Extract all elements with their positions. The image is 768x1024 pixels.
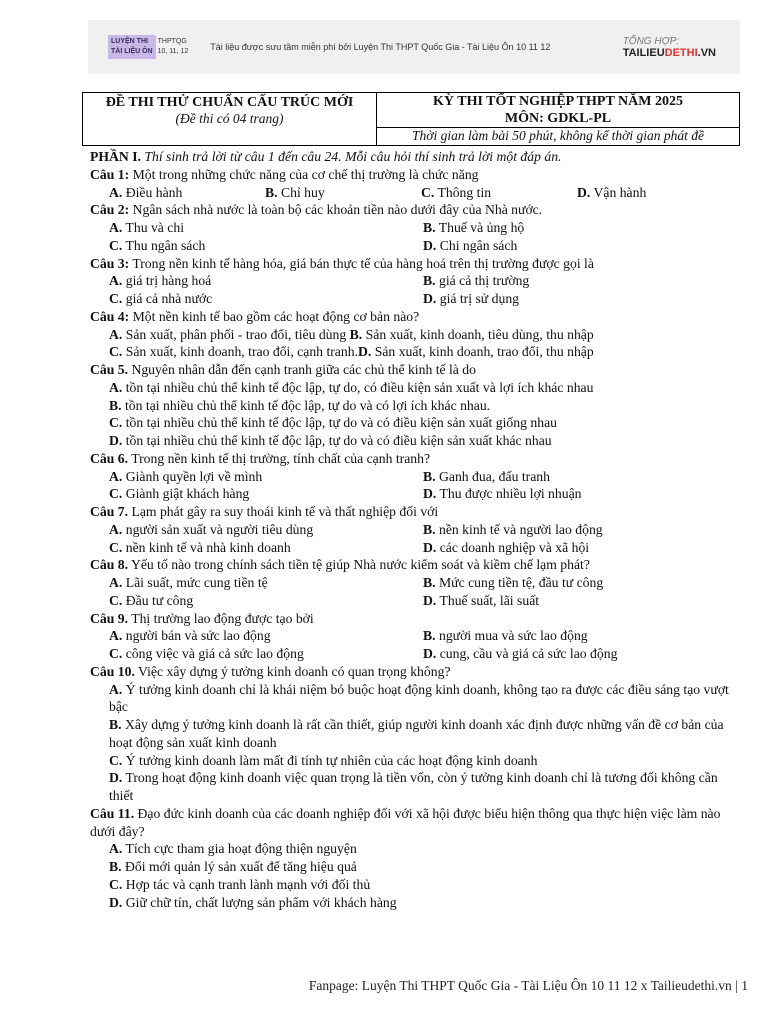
option-text: cung, cầu và giá cả sức lao động bbox=[436, 646, 618, 661]
option-text: giá trị sử dụng bbox=[436, 291, 520, 306]
option-text: Thuế và ủng hộ bbox=[435, 220, 525, 235]
logo-text-2: TÀI LIỆU ÔN bbox=[111, 48, 153, 55]
question-3: Câu 3: Trong nền kinh tế hàng hóa, giá bán thực tế của hàng hoá trên thị trường được gọi là A. giá trị hàng hoá B. giá cả thị trường C. giá cả nhà nước D. giá trị sử dụng bbox=[90, 255, 594, 306]
exam-header bbox=[82, 92, 740, 146]
option-text: tồn tại nhiều chủ thể kinh tế độc lập, tự do và có điều kiện sản xuất khác nhau bbox=[122, 433, 552, 448]
option-text: tồn tại nhiều chủ thể kinh tế độc lập, tự do và có điều kiện sản xuất giống nhau bbox=[122, 415, 557, 431]
time-note: Thời gian làm bài 50 phút, không kể thời gian phát đề bbox=[377, 127, 739, 144]
option-text: giá trị hàng hoá bbox=[122, 273, 212, 289]
exam-name-title: KỲ THI TỐT NGHIỆP THPT NĂM 2025 bbox=[433, 94, 683, 109]
question-2: Câu 2: Ngân sách nhà nước là toàn bộ các khoản tiền nào dưới đây của Nhà nước. A. Thu và chi B. Thuế và ủng hộ C. Thu ngân sách D. Chi ngân sách bbox=[90, 202, 543, 253]
part-heading: PHẦN I. Thí sinh trả lời từ câu 1 đến câu 24. Mỗi câu hỏi thí sinh trả lời một đáp án. bbox=[90, 149, 562, 164]
option-text: tồn tại nhiều chủ thể kinh tế độc lập, tự do, có điều kiện sản xuất và lợi ích khác nhau bbox=[122, 379, 594, 395]
question-7: Câu 7. Lạm phát gây ra suy thoái kinh tế và thất nghiệp đối với A. người sản xuất và người tiêu dùng B. nền kinh tế và người lao động C. nền kinh tế và nhà kinh doanh D. các doanh nghiệp và xã hội bbox=[90, 504, 603, 555]
top-banner bbox=[88, 20, 740, 74]
banner-text: Tài liệu được sưu tầm miễn phí bởi Luyện Thi THPT Quốc Gia - Tài Liệu Ôn 10 11 12 bbox=[210, 42, 551, 52]
logo-text-1b: THPTQG bbox=[157, 38, 187, 45]
option-text: Thông tin bbox=[434, 184, 492, 200]
option-text: Đầu tư công bbox=[122, 592, 194, 608]
option-text: giá cả nhà nước bbox=[122, 291, 213, 306]
question-9: Câu 9. Thị trường lao động được tạo bởi A. người bán và sức lao động B. người mua và sức lao động C. công việc và giá cả sức lao động D. cung, cầu và giá cả sức lao động bbox=[90, 610, 618, 661]
page-count-note: (Đề thi có 04 trang) bbox=[175, 111, 284, 126]
luyen-thi-logo bbox=[108, 35, 188, 59]
question-11: Câu 11. Đạo đức kinh doanh của các doanh nghiệp đối với xã hội được biểu hiện thông qua thực hiện việc làm nào dưới đây? A. Tích cực tham gia hoạt động thiện nguyện B. Đổi mới quản lý sản xuất để tăng hiệu quả C. Hợp tác và cạnh tranh lành mạnh với đối thủ D. Giữ chữ tín, chất lượng sản phẩm với khách hàng bbox=[90, 805, 721, 910]
exam-content bbox=[90, 148, 740, 911]
subject-title: MÔN: GDKL-PL bbox=[504, 111, 612, 126]
option-text: Xây dựng ý tưởng kinh doanh là rất cần thiết, giúp người kinh doanh xác định được những vấn đề cơ bản của hoạt động sản xuất kinh doanh bbox=[109, 717, 724, 750]
option-text: Ganh đua, đấu tranh bbox=[435, 468, 550, 484]
option-text: Trong hoạt động kinh doanh việc quan trọng là tiền vốn, còn ý tưởng kinh doanh chỉ là tương đối không cần thiết bbox=[109, 770, 718, 803]
option-text: Giữ chữ tín, chất lượng sản phẩm với khách hàng bbox=[122, 894, 397, 910]
option-text: Ý tưởng kinh doanh làm mất đi tính tự nhiên của các hoạt động kinh doanh bbox=[122, 752, 538, 768]
question-4: Câu 4: Một nền kinh tế bao gồm các hoạt động cơ bản nào? A. Sản xuất, phân phối - trao đổi, tiêu dùng B. Sản xuất, kinh doanh, tiêu dùng, thu nhập C. Sản xuất, kinh doanh, trao đổi, cạnh tranh.D. Sản xuất, kinh doanh, trao đổi, thu nhập bbox=[90, 308, 594, 360]
option-text: các doanh nghiệp và xã hội bbox=[436, 539, 590, 555]
option-text: Sản xuất, kinh doanh, trao đổi, cạnh tranh. bbox=[122, 344, 358, 360]
tailieudethi-logo bbox=[623, 36, 716, 59]
option-text: Chi ngân sách bbox=[436, 237, 518, 253]
option-text: tồn tại nhiều chủ thể kinh tế độc lập, tự do và có lợi ích khác nhau. bbox=[121, 397, 491, 413]
option-text: người mua và sức lao động bbox=[435, 628, 588, 644]
question-5: Câu 5. Nguyên nhân dẫn đến cạnh tranh giữa các chủ thể kinh tế là do A. tồn tại nhiều chủ thể kinh tế độc lập, tự do, có điều kiện sản xuất và lợi ích khác nhau B. tồn tại nhiều chủ thể kinh tế độc lập, tự do và có lợi ích khác nhau. C. tồn tại nhiều chủ thể kinh tế độc lập, tự do và có điều kiện sản xuất giống nhau D. tồn tại nhiều chủ thể kinh tế độc lập, tự do và có điều kiện sản xuất khác nhau bbox=[90, 362, 594, 448]
logo-tagline: TỔNG HỢP: bbox=[622, 35, 680, 47]
page-footer: Fanpage: Luyện Thi THPT Quốc Gia - Tài Liệu Ôn 10 11 12 x Tailieudethi.vn | 1 bbox=[308, 978, 748, 993]
option-text: Giành giật khách hàng bbox=[122, 486, 250, 502]
option-text: giá cả thị trường bbox=[435, 273, 530, 289]
option-text: nền kinh tế và nhà kinh doanh bbox=[122, 539, 291, 555]
option-text: Sản xuất, kinh doanh, trao đổi, thu nhập bbox=[371, 344, 594, 360]
option-text: Lãi suất, mức cung tiền tệ bbox=[122, 575, 268, 590]
option-text: Mức cung tiền tệ, đầu tư công bbox=[435, 575, 604, 590]
option-text: Thu ngân sách bbox=[122, 237, 206, 253]
option-text: Đổi mới quản lý sản xuất để tăng hiệu quả bbox=[121, 859, 357, 874]
logo-text-1: LUYỆN THI bbox=[111, 38, 148, 45]
option-text: Điều hành bbox=[122, 184, 183, 200]
exam-type-title: ĐỀ THI THỬ CHUẨN CẤU TRÚC MỚI bbox=[105, 95, 354, 110]
option-text: Hợp tác và cạnh tranh lành mạnh với đối thủ bbox=[122, 876, 371, 892]
option-text: Vận hành bbox=[590, 184, 647, 200]
question-10: Câu 10. Việc xây dựng ý tưởng kinh doanh có quan trọng không? A. Ý tưởng kinh doanh chỉ là khái niệm bó buộc hoạt động kinh doanh, không tạo ra được các điều sáng tạo vượt bậc B. Xây dựng ý tưởng kinh doanh là rất cần thiết, giúp người kinh doanh xác định được những vấn đề cơ bản của hoạt động sản xuất kinh doanh C. Ý tưởng kinh doanh làm mất đi tính tự nhiên của các hoạt động kinh doanh D. Trong hoạt động kinh doanh việc quan trọng là tiền vốn, còn ý tưởng kinh doanh chỉ là tương đối không cần thiết bbox=[90, 663, 729, 803]
option-text: người bán và sức lao động bbox=[122, 628, 271, 644]
option-text: công việc và giá cả sức lao động bbox=[122, 646, 304, 661]
question-6: Câu 6. Trong nền kinh tế thị trường, tính chất của cạnh tranh? A. Giành quyền lợi về mình B. Ganh đua, đấu tranh C. Giành giật khách hàng D. Thu được nhiều lợi nhuận bbox=[90, 450, 582, 502]
option-text: Sản xuất, phân phối - trao đổi, tiêu dùng bbox=[122, 326, 350, 342]
option-text: nền kinh tế và người lao động bbox=[435, 521, 603, 537]
logo-word-3: .VN bbox=[697, 46, 716, 59]
logo-word-2: DETHI bbox=[664, 46, 698, 59]
option-text: Chỉ huy bbox=[277, 184, 325, 200]
option-text: Thu được nhiều lợi nhuận bbox=[436, 486, 582, 502]
logo-word-1: TAILIEU bbox=[622, 46, 665, 59]
option-text: Tích cực tham gia hoạt động thiện nguyện bbox=[122, 841, 357, 857]
option-text: Ý tưởng kinh doanh chỉ là khái niệm bó buộc hoạt động kinh doanh, không tạo ra được các điều sáng tạo vượt bậc bbox=[109, 681, 729, 715]
logo-text-2b: 10, 11, 12 bbox=[157, 48, 189, 55]
option-text: Giành quyền lợi về mình bbox=[122, 468, 263, 484]
option-text: Thuế suất, lãi suất bbox=[436, 592, 540, 608]
option-text: Sản xuất, kinh doanh, tiêu dùng, thu nhập bbox=[362, 326, 594, 342]
option-text: Thu và chi bbox=[122, 220, 185, 235]
question-1: Câu 1: Một trong những chức năng của cơ chế thị trường là chức năng A. Điều hành B. Chỉ huy C. Thông tin D. Vận hành bbox=[90, 166, 647, 200]
option-text: người sản xuất và người tiêu dùng bbox=[122, 521, 314, 537]
question-8: Câu 8. Yếu tố nào trong chính sách tiền tệ giúp Nhà nước kiểm soát và kiềm chế lạm phát? A. Lãi suất, mức cung tiền tệ B. Mức cung tiền tệ, đầu tư công C. Đầu tư công D. Thuế suất, lãi suất bbox=[90, 557, 604, 608]
